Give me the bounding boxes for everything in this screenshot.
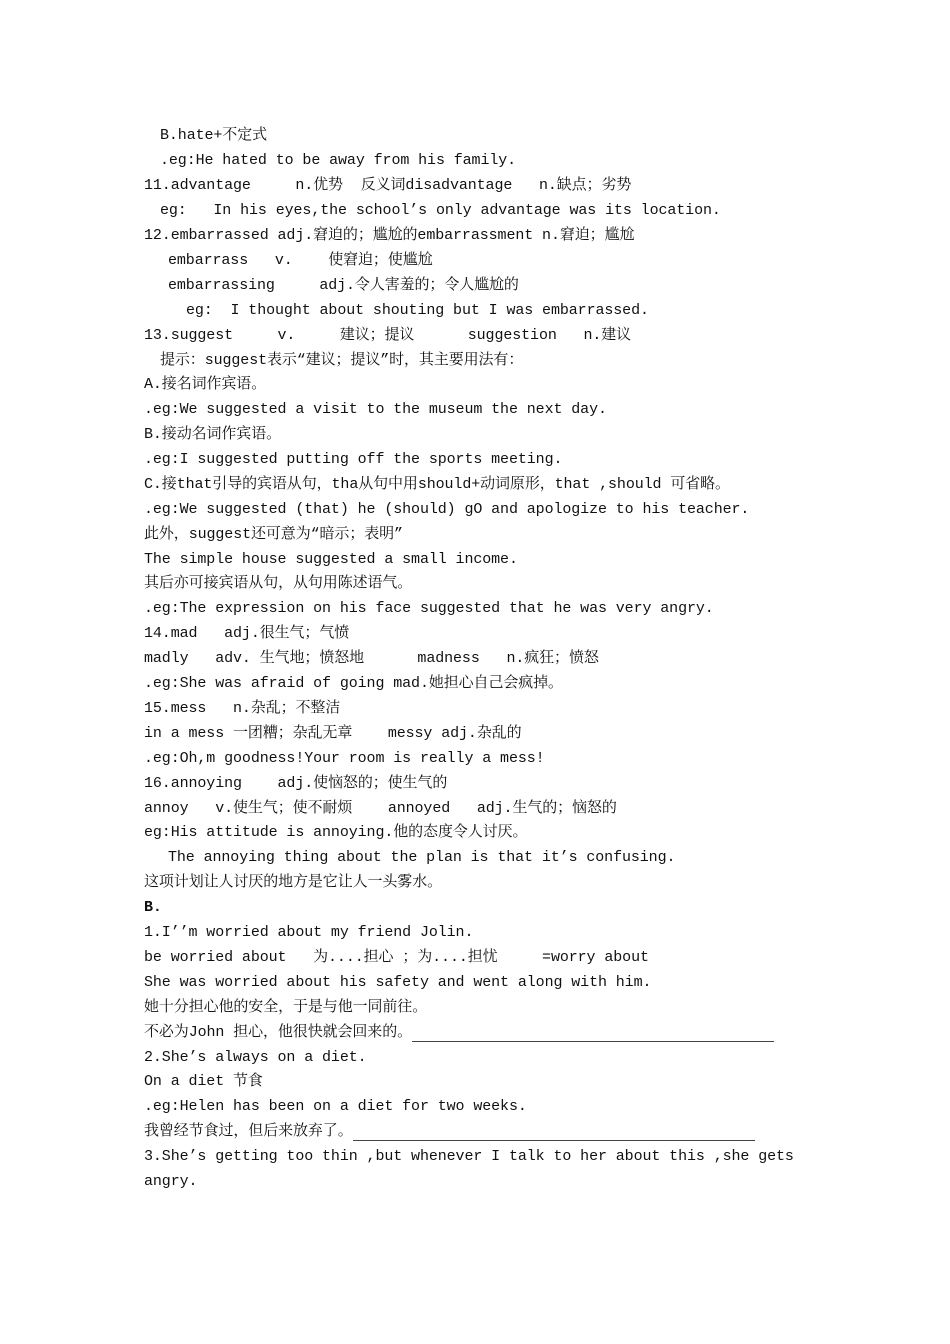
text-line: 此外，suggest还可意为“暗示；表明”: [144, 526, 403, 543]
text-line: 2.She’s always on a diet.: [144, 1049, 367, 1066]
text-line: C.接that引导的宾语从句，tha从句中用should+动词原形，that ,should 可省略。: [144, 476, 730, 493]
text-line: be worried about 为....担心 ；为....担忧 =worry about: [144, 949, 649, 966]
text-line: B.接动名词作宾语。: [144, 426, 282, 443]
text-line: eg:His attitude is annoying.他的态度令人讨厌。: [144, 824, 528, 841]
text-line: eg: I thought about shouting but I was embarrassed.: [186, 302, 649, 319]
text-line: .eg:I suggested putting off the sports meeting.: [144, 451, 563, 468]
text-line: .eg:Helen has been on a diet for two weeks.: [144, 1098, 527, 1115]
text-line: madly adv. 生气地；愤怒地 madness n.疯狂；愤怒: [144, 650, 599, 667]
text-line: The simple house suggested a small income.: [144, 551, 518, 568]
text-line: eg: In his eyes,the school’s only advantage was its location.: [160, 202, 721, 219]
text-line: B.hate+不定式: [160, 127, 268, 144]
text-line: .eg:The expression on his face suggested that he was very angry.: [144, 600, 714, 617]
text-line: On a diet 节食: [144, 1073, 263, 1090]
text-line: embarrassing adj.令人害羞的；令人尴尬的: [168, 277, 519, 294]
text-line: 提示：suggest表示“建议；提议”时，其主要用法有：: [160, 352, 524, 369]
text-line: 1.I’’m worried about my friend Jolin.: [144, 924, 474, 941]
text-line: 13.suggest v. 建议；提议 suggestion n.建议: [144, 327, 632, 344]
exercise-prompt: 不必为John 担心，他很快就会回来的。: [144, 1024, 413, 1041]
text-line: .eg:She was afraid of going mad.她担心自己会疯掉。: [144, 675, 563, 692]
text-line: The annoying thing about the plan is that it’s confusing.: [168, 849, 676, 866]
text-line: She was worried about his safety and went along with him.: [144, 974, 652, 991]
section-heading: B.: [144, 899, 162, 916]
text-line: 这项计划让人讨厌的地方是它让人一头雾水。: [144, 874, 443, 891]
text-line: 12.embarrassed adj.窘迫的；尴尬的embarrassment n.窘迫；尴尬: [144, 227, 635, 244]
text-line: 14.mad adj.很生气；气愤: [144, 625, 350, 642]
exercise-line: [144, 1120, 755, 1144]
exercise-prompt: 我曾经节食过，但后来放弃了。: [144, 1123, 353, 1140]
text-line: A.接名词作宾语。: [144, 376, 267, 393]
text-line: .eg:He hated to be away from his family.: [160, 152, 517, 169]
text-line: annoy v.使生气；使不耐烦 annoyed adj.生气的；恼怒的: [144, 800, 617, 817]
text-line: 16.annoying adj.使恼怒的；使生气的: [144, 775, 448, 792]
text-line: 3.She’s getting too thin ,but whenever I talk to her about this ,she gets: [144, 1148, 794, 1165]
text-line: 11.advantage n.优势 反义词disadvantage n.缺点；劣势: [144, 177, 632, 194]
text-line: .eg:Oh,m goodness!Your room is really a mess!: [144, 750, 545, 767]
text-line: angry.: [144, 1173, 198, 1190]
text-line: .eg:We suggested (that) he (should) gO and apologize to his teacher.: [144, 501, 750, 518]
exercise-line: [144, 1021, 774, 1045]
text-line: .eg:We suggested a visit to the museum the next day.: [144, 401, 607, 418]
text-line: 其后亦可接宾语从句，从句用陈述语气。: [144, 575, 413, 592]
text-line: 15.mess n.杂乱；不整洁: [144, 700, 341, 717]
text-line: in a mess 一团糟；杂乱无章 messy adj.杂乱的: [144, 725, 522, 742]
answer-blank[interactable]: [353, 1140, 755, 1141]
text-line: embarrass v. 使窘迫；使尴尬: [168, 252, 433, 269]
answer-blank[interactable]: [412, 1041, 774, 1042]
text-line: 她十分担心他的安全，于是与他一同前往。: [144, 999, 428, 1016]
